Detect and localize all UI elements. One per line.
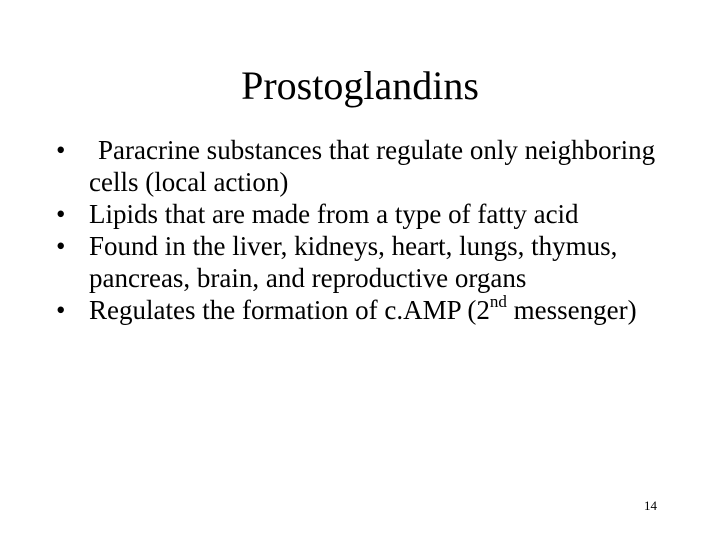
bullet-item	[56, 134, 656, 198]
slide-number: 14	[644, 498, 657, 513]
ordinal-superscript: nd	[489, 292, 507, 311]
bullet-text: Lipids that are made from a type of fatty acid	[89, 199, 579, 229]
bullet-text: Found in the liver, kidneys, heart, lungs, thymus, pancreas, brain, and reproductive organs	[89, 231, 618, 293]
bullet-icon: •	[56, 295, 66, 325]
slide-title: Prostoglandins	[241, 63, 479, 108]
bullet-icon: •	[56, 135, 66, 165]
bullet-text: Paracrine substances that regulate only neighboring cells (local action)	[89, 135, 656, 197]
bullet-icon: •	[56, 231, 66, 261]
bullet-list	[56, 134, 656, 326]
bullet-icon: •	[56, 199, 66, 229]
bullet-text-before: Regulates the formation of c.AMP (2	[89, 295, 490, 325]
bullet-item	[56, 198, 656, 230]
bullet-item	[56, 230, 656, 294]
bullet-text-after: messenger)	[506, 295, 637, 325]
bullet-item	[56, 294, 656, 326]
